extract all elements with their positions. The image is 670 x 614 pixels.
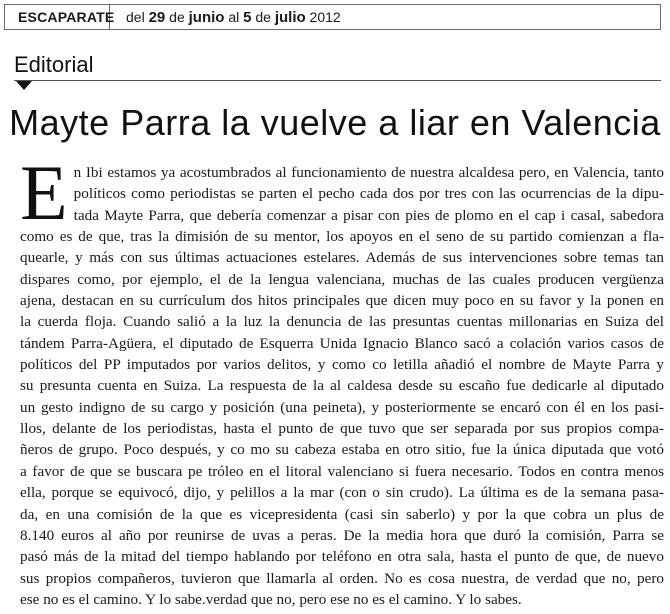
section-header-bar bbox=[4, 4, 661, 30]
date-end-day: 5 bbox=[243, 8, 252, 26]
article-line: un gesto indigno de su cargo y posición (una peineta), y posteriormente se encaró con él en los pasi- bbox=[20, 398, 664, 416]
drop-cap: E bbox=[20, 149, 68, 236]
article-line: sus propios compañeros, tuvieron que llamarla al orden. No es cosa nuestra, de verdad que no, pero bbox=[20, 569, 664, 587]
article-line: ajena, destacan en su currículum dos hitos principales que dicen muy poco en su favor y la ponen en bbox=[20, 292, 664, 310]
article-line: ñeros de grupo. Poco después, y co mo su cabeza estaba en otro sitio, fue la única diputada que votó bbox=[20, 441, 664, 459]
date-word-al: al bbox=[224, 8, 244, 25]
article-line: dispares como, por ejemplo, el de la lengua valenciana, muchas de las cuales producen vergüenza bbox=[20, 270, 664, 288]
article-line: tándem Parra-Agüera, el diputado de Esquerra Unida Ignacio Blanco sacó a colación varios casos de bbox=[20, 334, 664, 352]
article-line: la cuerda floja. Cuando salió a la luz la denuncia de las presuntas cuentas millonarias en Suiza del bbox=[20, 313, 664, 331]
article-line: llos, delante de los periodistas, hasta el punto de que tuvo que ser separada por sus propios compa- bbox=[20, 420, 664, 438]
section-label: ESCAPARATE bbox=[5, 5, 110, 29]
article-line: políticos como periodistas se parten el pecho cada dos por tres con las ocurrencias de la dipu- bbox=[73, 185, 664, 203]
article-line: su presunta cuenta en Suiza. La respuesta de la al caldesa desde su escaño fue dedicarle al diputado bbox=[20, 377, 664, 395]
kicker-rule bbox=[14, 80, 661, 81]
article-line: ese no es el camino. Y lo sabe.verdad que no, pero ese no es el camino. Y lo sabes. bbox=[20, 590, 522, 608]
article-line: n Ibi estamos ya acostumbrados al funcionamiento de nuestra alcaldesa pero, en Valencia, tanto bbox=[73, 164, 664, 181]
date-word-de: de bbox=[165, 8, 189, 25]
headline: Mayte Parra la vuelve a liar en Valencia bbox=[9, 102, 661, 143]
date-year: 2012 bbox=[305, 8, 341, 25]
triangle-down-icon bbox=[16, 81, 32, 90]
article-line: políticos del PP imputados por varios delitos, y como co letilla añadió el nombre de Mayte Parra y bbox=[20, 356, 664, 374]
date-prefix: del bbox=[126, 8, 149, 25]
article-line: a favor de que se buscara pe tróleo en el litoral valenciano si fuera necesario. Todos en contra menos bbox=[20, 462, 664, 480]
date-word-de-2: de bbox=[251, 8, 275, 25]
article-line: tada Mayte Parra, que debería comenzar a pisar con pies de plomo en el cap i casal, sabedora bbox=[73, 206, 664, 224]
section-kicker: Editorial bbox=[14, 52, 94, 77]
article-line: 8.140 euros al año por reunirse de uvas a peras. De la media hora que duró la comisión, Parra se bbox=[20, 526, 664, 544]
article-line: da, en una comisión de la que es vicepresidenta (casi sin saberlo) y por la que cobra un plus de bbox=[20, 505, 664, 523]
issue-date bbox=[110, 9, 341, 26]
date-start-day: 29 bbox=[148, 8, 166, 26]
article-line: como es de que, tras la dimisión de su mentor, los apoyos en el seno de su partido comienzan a fla- bbox=[20, 228, 664, 246]
article-line: quearle, y más con sus últimas actuaciones estelares. Además de sus intervenciones sobre temas tan bbox=[20, 249, 664, 267]
article-line: ella, porque se equivocó, dijo, y pelillos a la mar (con o sin crudo). La última es de la semana pasa- bbox=[20, 484, 664, 502]
article-line: pasó más de la mitad del tiempo hablando por teléfono en otra sala, hasta el punto de que, de nuevo bbox=[20, 548, 664, 566]
date-end-month: julio bbox=[274, 8, 306, 26]
date-start-month: junio bbox=[188, 8, 225, 26]
article-body bbox=[20, 149, 664, 610]
